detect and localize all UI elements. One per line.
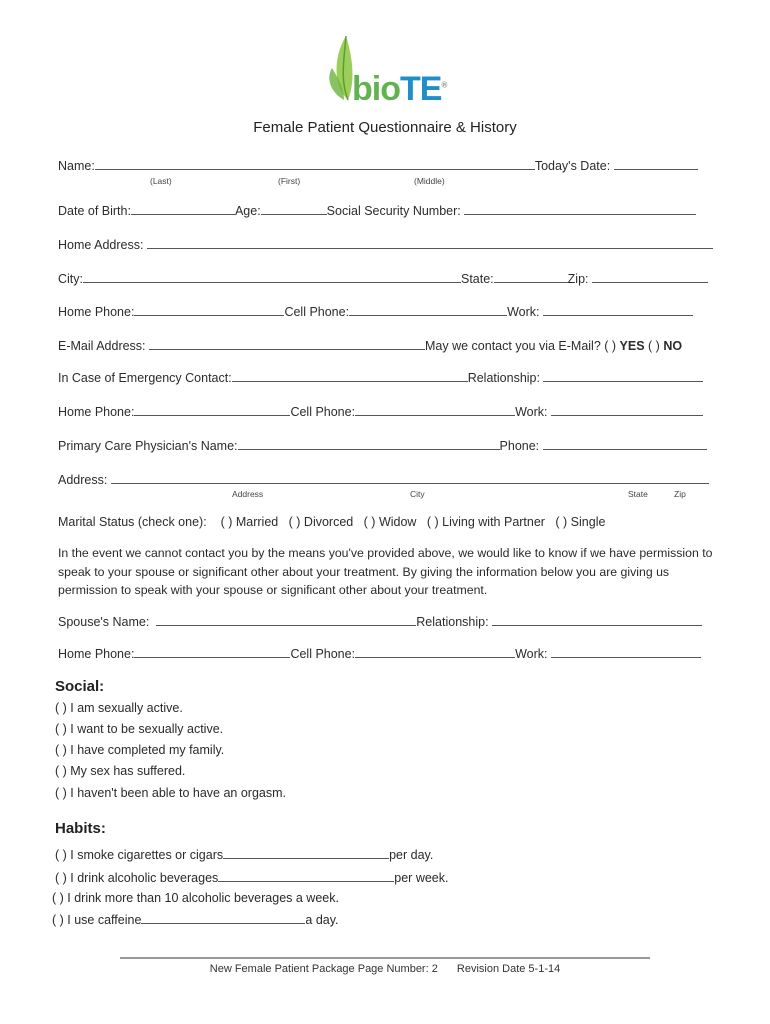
page-footer (0, 963, 770, 975)
drink-amount-field[interactable] (218, 869, 394, 882)
spouse-row (58, 613, 702, 629)
relationship-field[interactable] (543, 369, 703, 382)
emergency-phone-row (58, 403, 703, 419)
social-heading: Social: (55, 678, 105, 695)
zip-sub-label: Zip (674, 489, 686, 499)
city-label: City: (58, 272, 83, 286)
home-phone-field[interactable] (134, 303, 284, 316)
email-label: E-Mail Address: (58, 339, 146, 353)
smoke-option[interactable]: ( ) I smoke cigarettes or cigars (55, 848, 224, 862)
spouse-work-field[interactable] (551, 645, 701, 658)
emergency-cell-phone-field[interactable] (355, 403, 515, 416)
spouse-relationship-field[interactable] (492, 613, 702, 626)
emergency-home-phone-label: Home Phone: (58, 405, 135, 419)
todays-date-field[interactable] (614, 157, 698, 170)
home-phone-label: Home Phone: (58, 305, 135, 319)
state-label: State: (461, 272, 494, 286)
spouse-work-label: Work: (515, 647, 548, 661)
widow-option[interactable]: ( ) Widow (363, 515, 417, 529)
pcp-field[interactable] (238, 437, 500, 450)
biote-logo (322, 30, 462, 108)
dob-row (58, 202, 696, 218)
social-item[interactable]: ( ) I haven't been able to have an orgasm. (55, 786, 286, 800)
first-sub-label: (First) (278, 176, 301, 186)
work-field[interactable] (543, 303, 693, 316)
spouse-home-phone-label: Home Phone: (58, 647, 135, 661)
age-field[interactable] (261, 202, 327, 215)
smoke-amount-field[interactable] (223, 846, 389, 859)
pcp-phone-label: Phone: (499, 439, 540, 453)
name-field[interactable] (95, 157, 535, 170)
todays-date-label: Today's Date: (534, 159, 611, 173)
cell-phone-field[interactable] (349, 303, 507, 316)
a-day-label: a day. (305, 913, 339, 927)
last-sub-label: (Last) (150, 176, 172, 186)
spouse-relationship-label: Relationship: (416, 615, 489, 629)
pcp-address-row (58, 471, 709, 487)
caffeine-option[interactable]: ( ) I use caffeine (52, 913, 142, 927)
dob-label: Date of Birth: (58, 204, 131, 218)
city-sub-label: City (410, 489, 425, 499)
emergency-label: In Case of Emergency Contact: (58, 371, 232, 385)
emergency-work-label: Work: (515, 405, 548, 419)
email-row (58, 337, 682, 353)
social-item[interactable]: ( ) My sex has suffered. (55, 764, 186, 778)
pcp-phone-field[interactable] (543, 437, 707, 450)
marital-status-row (58, 515, 605, 529)
spouse-phone-row (58, 645, 701, 661)
habit-drink-more[interactable]: ( ) I drink more than 10 alcoholic beverages a week. (52, 891, 339, 905)
emergency-work-field[interactable] (551, 403, 703, 416)
yes-option[interactable]: YES (619, 339, 645, 353)
work-label: Work: (507, 305, 540, 319)
spouse-label: Spouse's Name: (58, 615, 150, 629)
spouse-home-phone-field[interactable] (134, 645, 290, 658)
emergency-home-phone-field[interactable] (134, 403, 290, 416)
brand-wordmark: bioTE® (352, 70, 447, 108)
no-option-box: ( ) (648, 339, 660, 353)
city-field[interactable] (83, 270, 461, 283)
spouse-cell-phone-label: Cell Phone: (290, 647, 356, 661)
emergency-row (58, 369, 703, 385)
habit-smoke (55, 846, 433, 862)
social-item[interactable]: ( ) I want to be sexually active. (55, 722, 224, 736)
zip-field[interactable] (592, 270, 708, 283)
footer-divider (120, 957, 650, 959)
pcp-address-label: Address: (58, 473, 108, 487)
age-label: Age: (234, 204, 261, 218)
pcp-row (58, 437, 707, 453)
single-option[interactable]: ( ) Single (555, 515, 606, 529)
name-label: Name: (58, 159, 95, 173)
drink-option[interactable]: ( ) I drink alcoholic beverages (55, 871, 219, 885)
home-address-field[interactable] (147, 236, 713, 249)
marital-label: Marital Status (check one): (58, 515, 207, 529)
footer-page-number: New Female Patient Package Page Number: 2 (209, 963, 438, 975)
no-option[interactable]: NO (663, 339, 683, 353)
footer-revision-date: Revision Date 5-1-14 (456, 963, 561, 975)
permission-paragraph: In the event we cannot contact you by the means you've provided above, we would like to know if we have permission to speak to your spouse or significant other about your treatment. By giving the information below you are giving us permission to speak with your spouse or significant other about your treatment. (58, 546, 713, 597)
relationship-label: Relationship: (467, 371, 540, 385)
per-day-label: per day. (389, 848, 434, 862)
middle-sub-label: (Middle) (414, 176, 445, 186)
spouse-cell-phone-field[interactable] (355, 645, 515, 658)
email-contact-question: May we contact you via E-Mail? ( ) (425, 339, 617, 353)
emergency-cell-phone-label: Cell Phone: (290, 405, 356, 419)
state-field[interactable] (494, 270, 568, 283)
email-field[interactable] (149, 337, 425, 350)
name-row (58, 157, 698, 173)
pcp-label: Primary Care Physician's Name: (58, 439, 238, 453)
zip-label: Zip: (567, 272, 589, 286)
pcp-address-field[interactable] (111, 471, 709, 484)
social-item[interactable]: ( ) I have completed my family. (55, 743, 225, 757)
emergency-field[interactable] (232, 369, 468, 382)
home-address-label: Home Address: (58, 238, 144, 252)
city-row (58, 270, 708, 286)
spouse-field[interactable] (156, 613, 416, 626)
divorced-option[interactable]: ( ) Divorced (288, 515, 354, 529)
cell-phone-label: Cell Phone: (284, 305, 350, 319)
social-item[interactable]: ( ) I am sexually active. (55, 701, 183, 715)
state-sub-label: State (628, 489, 648, 499)
partner-option[interactable]: ( ) Living with Partner (426, 515, 545, 529)
page-title: Female Patient Questionnaire & History (253, 119, 517, 136)
habit-caffeine (52, 911, 339, 927)
dob-field[interactable] (131, 202, 235, 215)
address-sub-label: Address (232, 489, 264, 499)
married-option[interactable]: ( ) Married (220, 515, 279, 529)
phone-row (58, 303, 693, 319)
caffeine-amount-field[interactable] (141, 911, 305, 924)
ssn-field[interactable] (464, 202, 696, 215)
habits-heading: Habits: (55, 820, 106, 837)
habit-drink (55, 869, 448, 885)
per-week-label: per week. (394, 871, 449, 885)
ssn-label: Social Security Number: (326, 204, 461, 218)
home-address-row (58, 236, 713, 252)
